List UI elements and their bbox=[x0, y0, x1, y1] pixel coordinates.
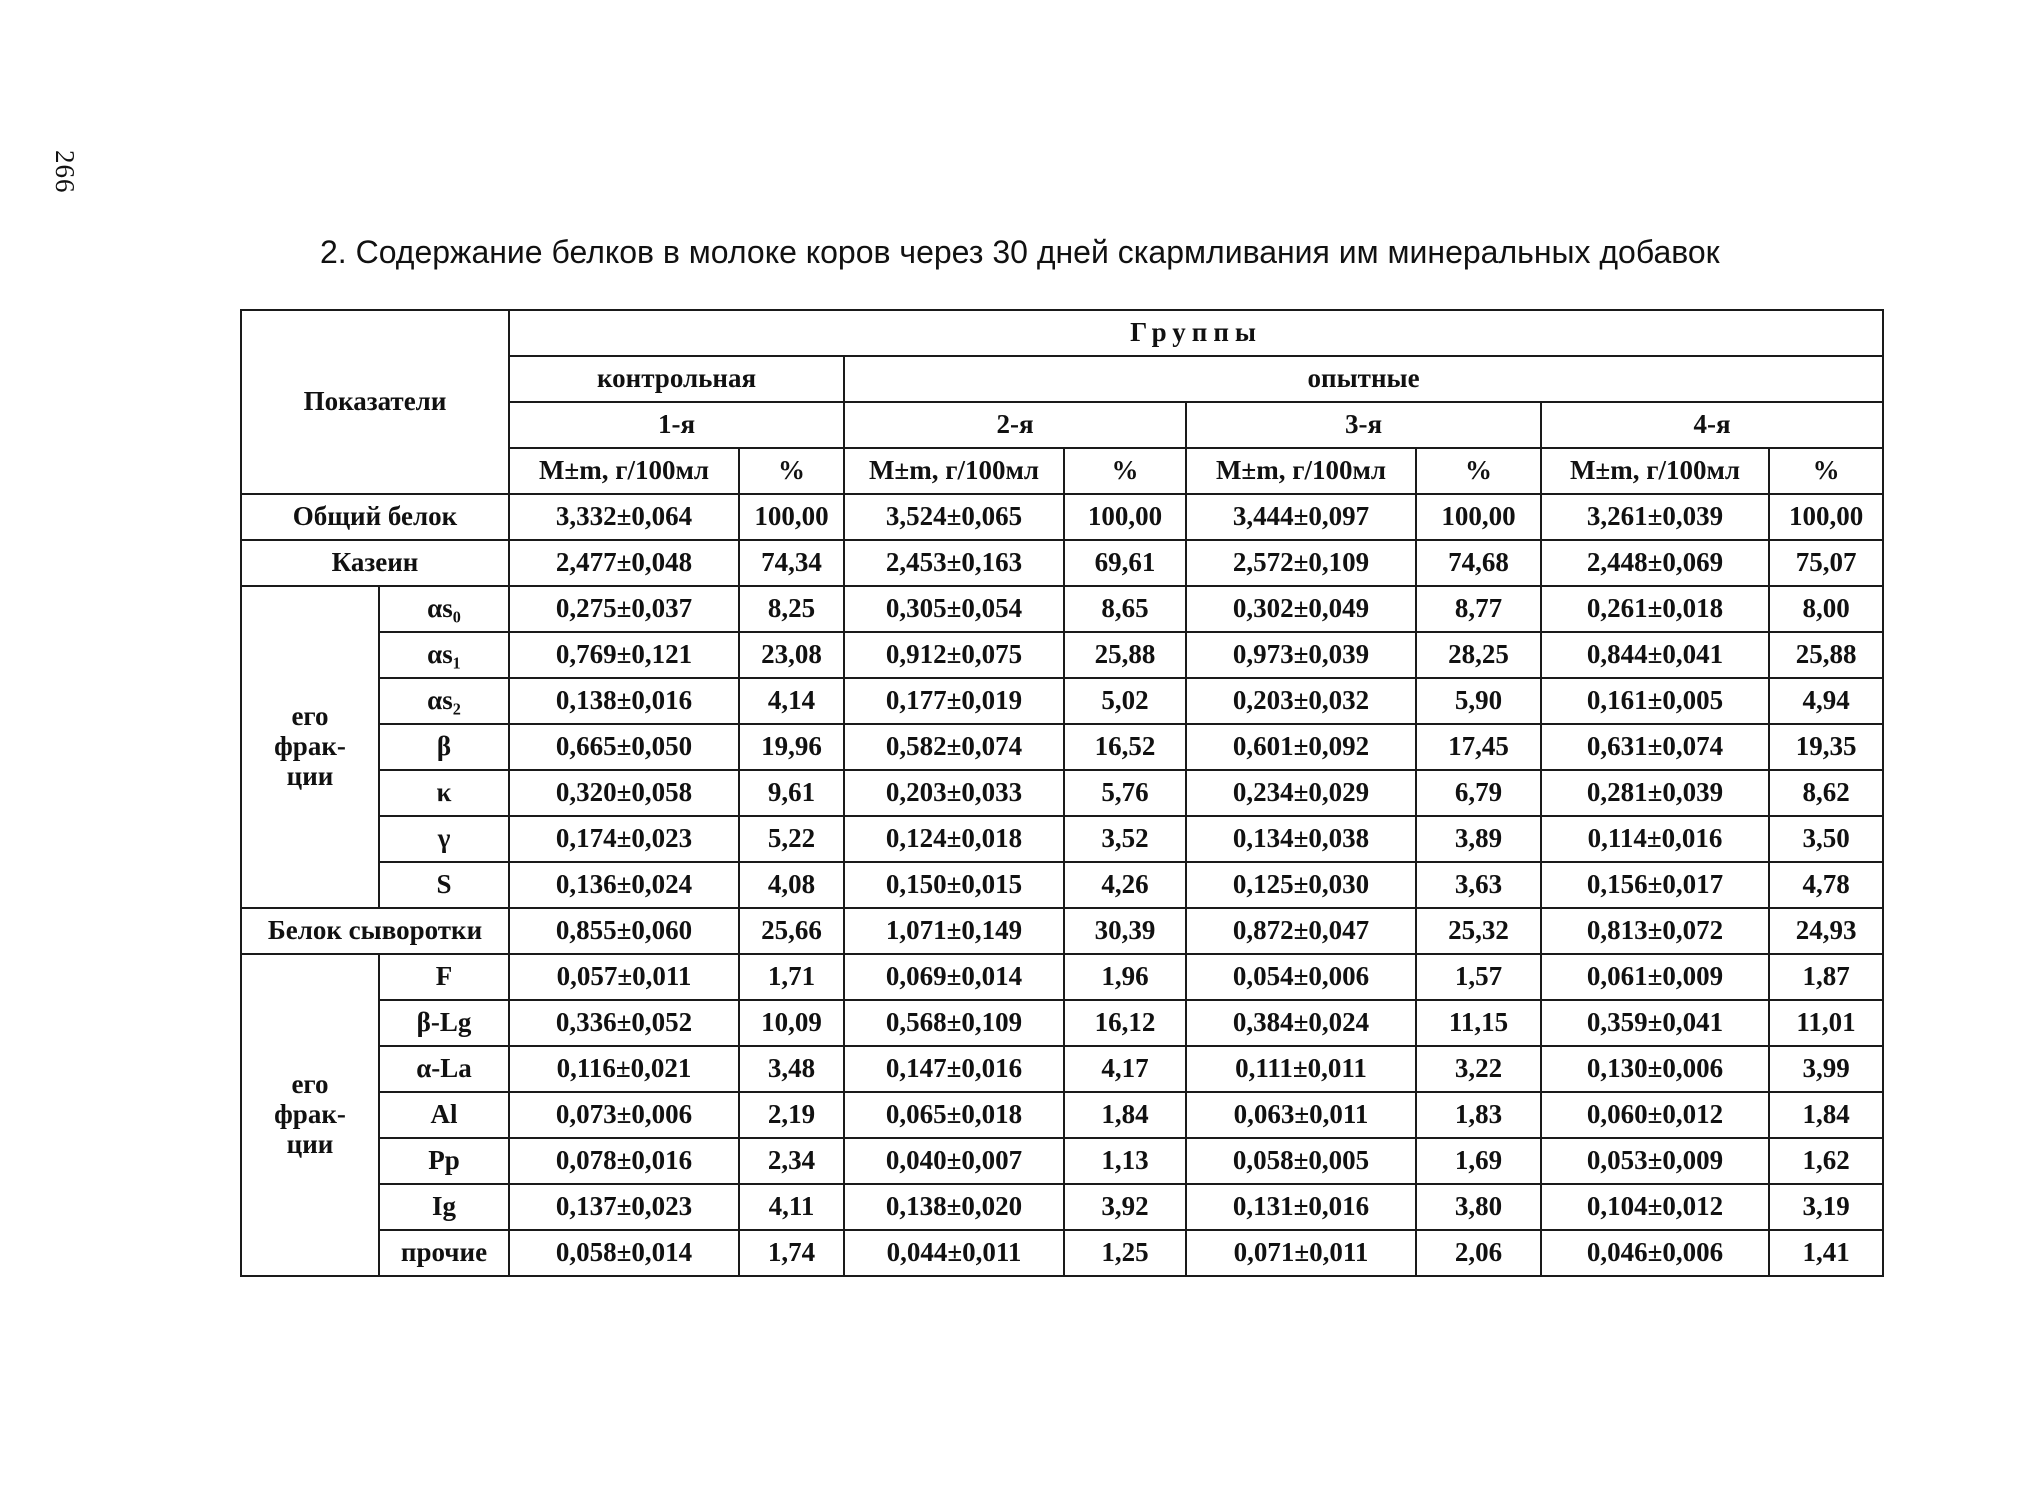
mean-value-cell: 0,305±0,054 bbox=[844, 586, 1064, 632]
col-mean-header: М±m, г/100мл bbox=[844, 448, 1064, 494]
percent-value-cell: 3,19 bbox=[1769, 1184, 1883, 1230]
casein-fraction-row bbox=[241, 678, 1883, 724]
percent-value-cell: 1,84 bbox=[1064, 1092, 1186, 1138]
whey-protein-label: Белок сыворотки bbox=[241, 908, 509, 954]
whey-fraction-name: прочие bbox=[379, 1230, 509, 1276]
percent-value-cell: 1,96 bbox=[1064, 954, 1186, 1000]
mean-value-cell: 2,453±0,163 bbox=[844, 540, 1064, 586]
percent-value-cell: 11,01 bbox=[1769, 1000, 1883, 1046]
indicators-header: Показатели bbox=[241, 310, 509, 494]
percent-value-cell: 16,52 bbox=[1064, 724, 1186, 770]
percent-value-cell: 25,66 bbox=[739, 908, 844, 954]
mean-value-cell: 0,844±0,041 bbox=[1541, 632, 1769, 678]
percent-value-cell: 3,80 bbox=[1416, 1184, 1541, 1230]
casein-fraction-name: αs₁ bbox=[379, 632, 509, 678]
group-label-3: 3-я bbox=[1186, 402, 1541, 448]
mean-value-cell: 0,073±0,006 bbox=[509, 1092, 739, 1138]
whey-fraction-row bbox=[241, 1230, 1883, 1276]
casein-fraction-row bbox=[241, 586, 1883, 632]
mean-value-cell: 0,813±0,072 bbox=[1541, 908, 1769, 954]
mean-value-cell: 0,631±0,074 bbox=[1541, 724, 1769, 770]
percent-value-cell: 4,08 bbox=[739, 862, 844, 908]
col-pct-header: % bbox=[1416, 448, 1541, 494]
fractions-label-line: ции bbox=[286, 760, 334, 791]
mean-value-cell: 0,203±0,033 bbox=[844, 770, 1064, 816]
mean-value-cell: 0,065±0,018 bbox=[844, 1092, 1064, 1138]
mean-value-cell: 0,053±0,009 bbox=[1541, 1138, 1769, 1184]
percent-value-cell: 4,94 bbox=[1769, 678, 1883, 724]
mean-value-cell: 0,336±0,052 bbox=[509, 1000, 739, 1046]
percent-value-cell: 5,90 bbox=[1416, 678, 1541, 724]
percent-value-cell: 100,00 bbox=[1416, 494, 1541, 540]
group-label-2: 2-я bbox=[844, 402, 1186, 448]
percent-value-cell: 8,00 bbox=[1769, 586, 1883, 632]
percent-value-cell: 3,92 bbox=[1064, 1184, 1186, 1230]
whey-fraction-name: α-La bbox=[379, 1046, 509, 1092]
mean-value-cell: 0,071±0,011 bbox=[1186, 1230, 1416, 1276]
mean-value-cell: 0,769±0,121 bbox=[509, 632, 739, 678]
mean-value-cell: 0,063±0,011 bbox=[1186, 1092, 1416, 1138]
casein-fraction-name: κ bbox=[379, 770, 509, 816]
mean-value-cell: 0,872±0,047 bbox=[1186, 908, 1416, 954]
whey-fraction-name: β-Lg bbox=[379, 1000, 509, 1046]
mean-value-cell: 0,046±0,006 bbox=[1541, 1230, 1769, 1276]
mean-value-cell: 2,477±0,048 bbox=[509, 540, 739, 586]
mean-value-cell: 0,057±0,011 bbox=[509, 954, 739, 1000]
percent-value-cell: 100,00 bbox=[739, 494, 844, 540]
mean-value-cell: 0,234±0,029 bbox=[1186, 770, 1416, 816]
percent-value-cell: 1,87 bbox=[1769, 954, 1883, 1000]
percent-value-cell: 3,99 bbox=[1769, 1046, 1883, 1092]
whey-fraction-row bbox=[241, 1138, 1883, 1184]
mean-value-cell: 0,137±0,023 bbox=[509, 1184, 739, 1230]
casein-fraction-row bbox=[241, 816, 1883, 862]
percent-value-cell: 69,61 bbox=[1064, 540, 1186, 586]
total-protein-label: Общий белок bbox=[241, 494, 509, 540]
mean-value-cell: 0,114±0,016 bbox=[1541, 816, 1769, 862]
mean-value-cell: 0,320±0,058 bbox=[509, 770, 739, 816]
mean-value-cell: 0,124±0,018 bbox=[844, 816, 1064, 862]
percent-value-cell: 8,25 bbox=[739, 586, 844, 632]
percent-value-cell: 75,07 bbox=[1769, 540, 1883, 586]
whey-fraction-row bbox=[241, 954, 1883, 1000]
mean-value-cell: 0,384±0,024 bbox=[1186, 1000, 1416, 1046]
protein-content-table bbox=[240, 309, 1884, 1277]
mean-value-cell: 0,131±0,016 bbox=[1186, 1184, 1416, 1230]
fractions-label-line: ции bbox=[286, 1128, 334, 1159]
casein-label: Казеин bbox=[241, 540, 509, 586]
casein-fraction-name: αs₂ bbox=[379, 678, 509, 724]
percent-value-cell: 16,12 bbox=[1064, 1000, 1186, 1046]
control-header: контрольная bbox=[509, 356, 844, 402]
mean-value-cell: 0,281±0,039 bbox=[1541, 770, 1769, 816]
mean-value-cell: 0,568±0,109 bbox=[844, 1000, 1064, 1046]
table-body bbox=[241, 310, 1883, 1276]
casein-fraction-name: γ bbox=[379, 816, 509, 862]
mean-value-cell: 0,058±0,005 bbox=[1186, 1138, 1416, 1184]
fractions-label-line: его bbox=[291, 1069, 329, 1100]
experimental-header: опытные bbox=[844, 356, 1883, 402]
col-mean-header: М±m, г/100мл bbox=[1541, 448, 1769, 494]
percent-value-cell: 3,22 bbox=[1416, 1046, 1541, 1092]
mean-value-cell: 0,040±0,007 bbox=[844, 1138, 1064, 1184]
mean-value-cell: 0,973±0,039 bbox=[1186, 632, 1416, 678]
whey-fraction-name: Al bbox=[379, 1092, 509, 1138]
whey-fraction-group-label bbox=[241, 954, 379, 1276]
mean-value-cell: 0,058±0,014 bbox=[509, 1230, 739, 1276]
percent-value-cell: 8,62 bbox=[1769, 770, 1883, 816]
percent-value-cell: 3,89 bbox=[1416, 816, 1541, 862]
mean-value-cell: 0,912±0,075 bbox=[844, 632, 1064, 678]
percent-value-cell: 1,41 bbox=[1769, 1230, 1883, 1276]
whey-fraction-row bbox=[241, 1184, 1883, 1230]
percent-value-cell: 19,35 bbox=[1769, 724, 1883, 770]
percent-value-cell: 5,76 bbox=[1064, 770, 1186, 816]
percent-value-cell: 3,63 bbox=[1416, 862, 1541, 908]
percent-value-cell: 4,11 bbox=[739, 1184, 844, 1230]
mean-value-cell: 0,275±0,037 bbox=[509, 586, 739, 632]
mean-value-cell: 0,665±0,050 bbox=[509, 724, 739, 770]
fractions-label-line: его bbox=[291, 701, 329, 732]
whey-protein-row bbox=[241, 908, 1883, 954]
casein-fraction-name: β bbox=[379, 724, 509, 770]
mean-value-cell: 0,134±0,038 bbox=[1186, 816, 1416, 862]
mean-value-cell: 0,044±0,011 bbox=[844, 1230, 1064, 1276]
header-row-groups bbox=[241, 310, 1883, 356]
percent-value-cell: 4,14 bbox=[739, 678, 844, 724]
whey-fraction-name: Pp bbox=[379, 1138, 509, 1184]
percent-value-cell: 3,48 bbox=[739, 1046, 844, 1092]
mean-value-cell: 3,444±0,097 bbox=[1186, 494, 1416, 540]
percent-value-cell: 1,74 bbox=[739, 1230, 844, 1276]
col-pct-header: % bbox=[1064, 448, 1186, 494]
percent-value-cell: 23,08 bbox=[739, 632, 844, 678]
mean-value-cell: 1,071±0,149 bbox=[844, 908, 1064, 954]
percent-value-cell: 9,61 bbox=[739, 770, 844, 816]
whey-fraction-name: F bbox=[379, 954, 509, 1000]
percent-value-cell: 25,88 bbox=[1769, 632, 1883, 678]
mean-value-cell: 2,448±0,069 bbox=[1541, 540, 1769, 586]
percent-value-cell: 1,83 bbox=[1416, 1092, 1541, 1138]
mean-value-cell: 3,524±0,065 bbox=[844, 494, 1064, 540]
percent-value-cell: 8,65 bbox=[1064, 586, 1186, 632]
whey-fraction-row bbox=[241, 1092, 1883, 1138]
mean-value-cell: 0,359±0,041 bbox=[1541, 1000, 1769, 1046]
mean-value-cell: 3,332±0,064 bbox=[509, 494, 739, 540]
percent-value-cell: 2,19 bbox=[739, 1092, 844, 1138]
mean-value-cell: 0,177±0,019 bbox=[844, 678, 1064, 724]
mean-value-cell: 0,156±0,017 bbox=[1541, 862, 1769, 908]
percent-value-cell: 4,17 bbox=[1064, 1046, 1186, 1092]
percent-value-cell: 3,52 bbox=[1064, 816, 1186, 862]
col-pct-header: % bbox=[1769, 448, 1883, 494]
casein-fraction-name: αs₀ bbox=[379, 586, 509, 632]
mean-value-cell: 0,203±0,032 bbox=[1186, 678, 1416, 724]
percent-value-cell: 17,45 bbox=[1416, 724, 1541, 770]
mean-value-cell: 0,147±0,016 bbox=[844, 1046, 1064, 1092]
casein-fraction-group-label bbox=[241, 586, 379, 908]
mean-value-cell: 0,136±0,024 bbox=[509, 862, 739, 908]
fractions-label-line: фрак- bbox=[274, 1099, 346, 1130]
percent-value-cell: 100,00 bbox=[1064, 494, 1186, 540]
mean-value-cell: 3,261±0,039 bbox=[1541, 494, 1769, 540]
mean-value-cell: 0,130±0,006 bbox=[1541, 1046, 1769, 1092]
percent-value-cell: 1,25 bbox=[1064, 1230, 1186, 1276]
percent-value-cell: 1,71 bbox=[739, 954, 844, 1000]
percent-value-cell: 1,57 bbox=[1416, 954, 1541, 1000]
whey-fraction-row bbox=[241, 1000, 1883, 1046]
mean-value-cell: 0,582±0,074 bbox=[844, 724, 1064, 770]
mean-value-cell: 0,302±0,049 bbox=[1186, 586, 1416, 632]
whey-fraction-row bbox=[241, 1046, 1883, 1092]
casein-fraction-row bbox=[241, 862, 1883, 908]
percent-value-cell: 6,79 bbox=[1416, 770, 1541, 816]
mean-value-cell: 0,138±0,020 bbox=[844, 1184, 1064, 1230]
total-protein-row bbox=[241, 494, 1883, 540]
mean-value-cell: 0,261±0,018 bbox=[1541, 586, 1769, 632]
mean-value-cell: 0,174±0,023 bbox=[509, 816, 739, 862]
casein-fraction-row bbox=[241, 770, 1883, 816]
casein-fraction-row bbox=[241, 724, 1883, 770]
percent-value-cell: 100,00 bbox=[1769, 494, 1883, 540]
percent-value-cell: 28,25 bbox=[1416, 632, 1541, 678]
mean-value-cell: 0,150±0,015 bbox=[844, 862, 1064, 908]
percent-value-cell: 19,96 bbox=[739, 724, 844, 770]
casein-fraction-row bbox=[241, 632, 1883, 678]
col-pct-header: % bbox=[739, 448, 844, 494]
mean-value-cell: 0,111±0,011 bbox=[1186, 1046, 1416, 1092]
percent-value-cell: 25,88 bbox=[1064, 632, 1186, 678]
percent-value-cell: 24,93 bbox=[1769, 908, 1883, 954]
fractions-label-line: фрак- bbox=[274, 731, 346, 762]
percent-value-cell: 8,77 bbox=[1416, 586, 1541, 632]
percent-value-cell: 1,84 bbox=[1769, 1092, 1883, 1138]
percent-value-cell: 30,39 bbox=[1064, 908, 1186, 954]
percent-value-cell: 1,69 bbox=[1416, 1138, 1541, 1184]
percent-value-cell: 5,22 bbox=[739, 816, 844, 862]
casein-fraction-name: S bbox=[379, 862, 509, 908]
mean-value-cell: 2,572±0,109 bbox=[1186, 540, 1416, 586]
percent-value-cell: 3,50 bbox=[1769, 816, 1883, 862]
percent-value-cell: 2,34 bbox=[739, 1138, 844, 1184]
percent-value-cell: 11,15 bbox=[1416, 1000, 1541, 1046]
mean-value-cell: 0,054±0,006 bbox=[1186, 954, 1416, 1000]
percent-value-cell: 1,62 bbox=[1769, 1138, 1883, 1184]
mean-value-cell: 0,138±0,016 bbox=[509, 678, 739, 724]
mean-value-cell: 0,855±0,060 bbox=[509, 908, 739, 954]
mean-value-cell: 0,060±0,012 bbox=[1541, 1092, 1769, 1138]
table-caption: 2. Содержание белков в молоке коров через 30 дней скармливания им минеральных добавок bbox=[320, 234, 1720, 270]
whey-fraction-name: Ig bbox=[379, 1184, 509, 1230]
groups-header: Группы bbox=[509, 310, 1883, 356]
mean-value-cell: 0,104±0,012 bbox=[1541, 1184, 1769, 1230]
percent-value-cell: 74,68 bbox=[1416, 540, 1541, 586]
percent-value-cell: 1,13 bbox=[1064, 1138, 1186, 1184]
page-number: 266 bbox=[50, 150, 80, 194]
mean-value-cell: 0,069±0,014 bbox=[844, 954, 1064, 1000]
group-label-4: 4-я bbox=[1541, 402, 1883, 448]
mean-value-cell: 0,161±0,005 bbox=[1541, 678, 1769, 724]
percent-value-cell: 5,02 bbox=[1064, 678, 1186, 724]
percent-value-cell: 2,06 bbox=[1416, 1230, 1541, 1276]
mean-value-cell: 0,078±0,016 bbox=[509, 1138, 739, 1184]
col-mean-header: М±m, г/100мл bbox=[509, 448, 739, 494]
percent-value-cell: 25,32 bbox=[1416, 908, 1541, 954]
percent-value-cell: 4,78 bbox=[1769, 862, 1883, 908]
casein-row bbox=[241, 540, 1883, 586]
mean-value-cell: 0,061±0,009 bbox=[1541, 954, 1769, 1000]
col-mean-header: М±m, г/100мл bbox=[1186, 448, 1416, 494]
mean-value-cell: 0,125±0,030 bbox=[1186, 862, 1416, 908]
mean-value-cell: 0,601±0,092 bbox=[1186, 724, 1416, 770]
group-label-1: 1-я bbox=[509, 402, 844, 448]
percent-value-cell: 4,26 bbox=[1064, 862, 1186, 908]
percent-value-cell: 10,09 bbox=[739, 1000, 844, 1046]
percent-value-cell: 74,34 bbox=[739, 540, 844, 586]
mean-value-cell: 0,116±0,021 bbox=[509, 1046, 739, 1092]
